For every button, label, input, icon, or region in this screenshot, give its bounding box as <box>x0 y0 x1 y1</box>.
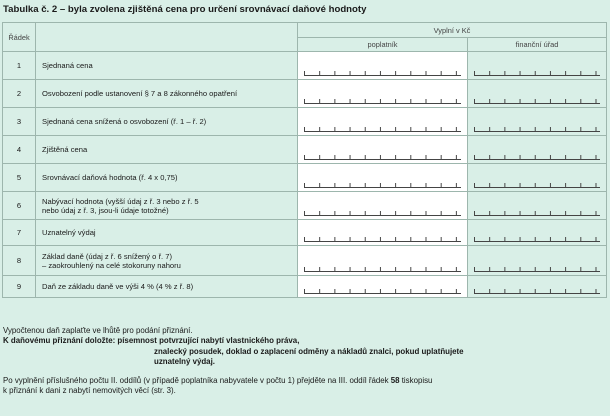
row-number: 6 <box>3 192 36 220</box>
office-amount-field <box>468 108 607 136</box>
column-header-label <box>36 23 298 52</box>
row-label: Srovnávací daňová hodnota (ř. 4 x 0,75) <box>36 164 298 192</box>
digit-ticks <box>474 237 600 242</box>
table-row <box>3 80 607 108</box>
column-header-taxpayer: poplatník <box>298 38 468 52</box>
row-label <box>36 246 298 276</box>
row-label-line: nebo údaj z ř. 3, jsou-li údaje totožné) <box>42 205 169 215</box>
taxpayer-amount-field[interactable] <box>298 52 468 80</box>
digit-ticks <box>474 127 600 132</box>
digit-ticks <box>474 289 600 294</box>
instructions <box>3 326 607 396</box>
row-label: Osvobození podle ustanovení § 7 a 8 zákonného opatření <box>36 80 298 108</box>
next-section-note <box>3 376 607 386</box>
digit-ticks <box>304 71 461 76</box>
row-number: 2 <box>3 80 36 108</box>
digit-ticks <box>474 211 600 216</box>
row-number: 3 <box>3 108 36 136</box>
row-number: 4 <box>3 136 36 164</box>
taxpayer-amount-field[interactable] <box>298 276 468 298</box>
next-section-text: Po vyplnění příslušného počtu II. oddílů (v případě poplatníka nabyvatele v počtu 1) přejděte na III. oddíl řádek <box>3 375 391 385</box>
taxpayer-amount-field[interactable] <box>298 192 468 220</box>
digit-ticks <box>304 127 461 132</box>
office-amount-field <box>468 80 607 108</box>
next-section-note-line2: k přiznání k dani z nabytí nemovitých věcí (str. 3). <box>3 386 176 396</box>
row-number: 7 <box>3 220 36 246</box>
taxpayer-amount-field[interactable] <box>298 136 468 164</box>
row-label-line: – zaokrouhlený na celé stokoruny nahoru <box>42 260 181 270</box>
digit-ticks <box>304 267 461 272</box>
taxpayer-amount-field[interactable] <box>298 80 468 108</box>
row-label: Zjištěná cena <box>36 136 298 164</box>
row-number: 5 <box>3 164 36 192</box>
office-amount-field <box>468 192 607 220</box>
row-label <box>36 192 298 220</box>
digit-ticks <box>304 237 461 242</box>
row-number: 1 <box>3 52 36 80</box>
row-label-line: Základ daně (údaj z ř. 6 snížený o ř. 7) <box>42 251 173 261</box>
office-amount-field <box>468 246 607 276</box>
table-row <box>3 52 607 80</box>
table-row <box>3 192 607 220</box>
digit-ticks <box>304 155 461 160</box>
table-row <box>3 108 607 136</box>
table-row <box>3 220 607 246</box>
row-label: Sjednaná cena <box>36 52 298 80</box>
table-row <box>3 136 607 164</box>
digit-ticks <box>304 99 461 104</box>
office-amount-field <box>468 276 607 298</box>
column-header-office: finanční úřad <box>468 38 607 52</box>
office-amount-field <box>468 220 607 246</box>
digit-ticks <box>474 99 600 104</box>
column-header-values: Vyplní v Kč <box>298 23 607 38</box>
attachments-line: znalecký posudek, doklad o zaplacení odměny a nákladů znalci, pokud uplatňujete <box>154 346 464 356</box>
row-number: 9 <box>3 276 36 298</box>
office-amount-field <box>468 52 607 80</box>
row-label-line: Nabývací hodnota (vyšší údaj z ř. 3 nebo z ř. 5 <box>42 196 199 206</box>
table-row <box>3 276 607 298</box>
digit-ticks <box>474 183 600 188</box>
tax-table <box>2 22 607 298</box>
digit-ticks <box>474 71 600 76</box>
taxpayer-amount-field[interactable] <box>298 164 468 192</box>
column-header-row: Řádek <box>3 23 36 52</box>
office-amount-field <box>468 136 607 164</box>
digit-ticks <box>304 183 461 188</box>
payment-note: Vypočtenou daň zaplaťte ve lhůtě pro podání přiznání. <box>3 326 193 335</box>
table-row <box>3 164 607 192</box>
taxpayer-amount-field[interactable] <box>298 108 468 136</box>
attachments-line: uznatelný výdaj. <box>154 357 215 367</box>
row-label: Sjednaná cena snížená o osvobození (ř. 1 – ř. 2) <box>36 108 298 136</box>
row-number: 8 <box>3 246 36 276</box>
attachments-heading: K daňovému přiznání doložte: písemnost potvrzující nabytí vlastnického práva, <box>3 336 300 346</box>
taxpayer-amount-field[interactable] <box>298 220 468 246</box>
row-label: Uznatelný výdaj <box>36 220 298 246</box>
row-reference: 58 <box>390 375 400 385</box>
digit-ticks <box>474 155 600 160</box>
digit-ticks <box>474 267 600 272</box>
row-label: Daň ze základu daně ve výši 4 % (4 % z ř. 8) <box>36 276 298 298</box>
digit-ticks <box>304 211 461 216</box>
digit-ticks <box>304 289 461 294</box>
next-section-text-end: tiskopisu <box>399 375 433 385</box>
table-row <box>3 246 607 276</box>
table-title: Tabulka č. 2 – byla zvolena zjištěná cena pro určení srovnávací daňové hodnoty <box>3 4 367 15</box>
office-amount-field <box>468 164 607 192</box>
taxpayer-amount-field[interactable] <box>298 246 468 276</box>
